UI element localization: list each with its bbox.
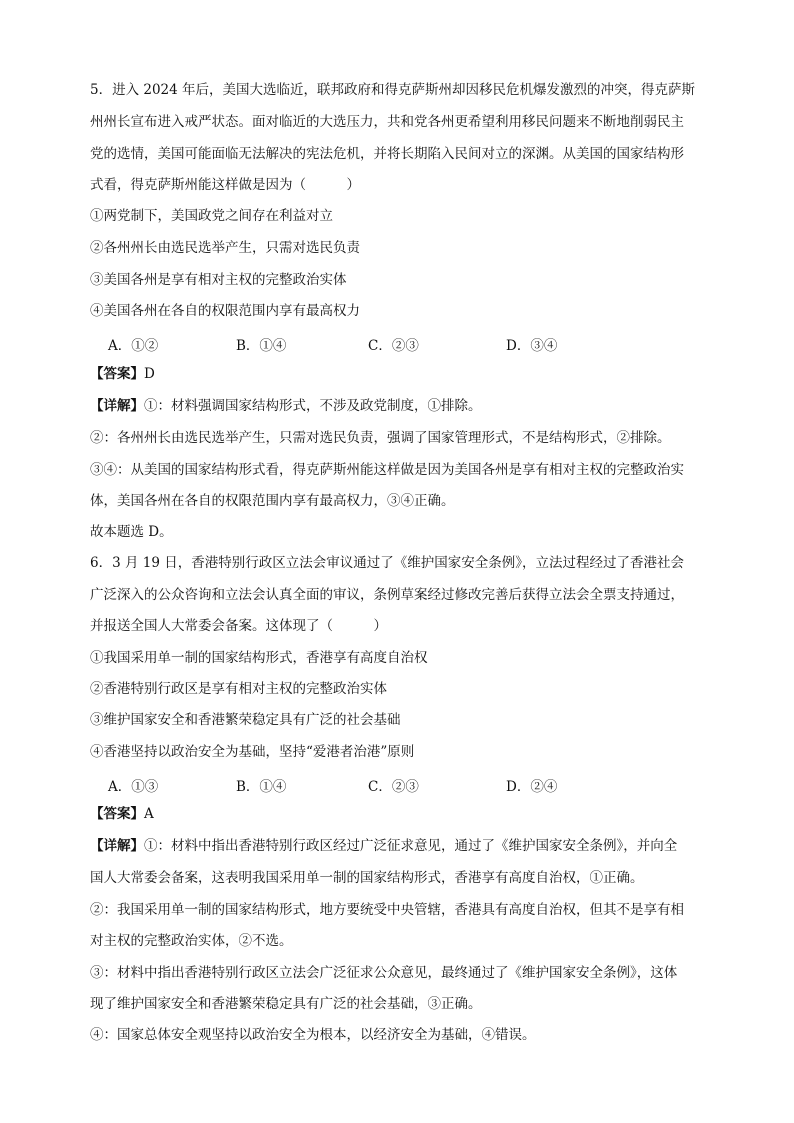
q5-answer-label: 【答案】 [90,366,144,382]
q6-option-a: A．①③ [108,779,159,795]
q5-detail-text: ①：材料强调国家结构形式，不涉及政党制度，①排除。 [144,398,482,414]
q5-option-b: B．①④ [236,338,287,354]
q6-option-c: C．②③ [368,779,419,795]
q5-item-2: ②各州州长由选民选举产生，只需对选民负责 [90,240,360,256]
q6-stem-line-2: 广泛深入的公众咨询和立法会认真全面的审议，条例草案经过修改完善后获得立法会全票支持通过， [90,587,684,603]
q6-item-1: ①我国采用单一制的国家结构形式，香港享有高度自治权 [90,650,428,666]
q6-detail-text: ①：材料中指出香港特别行政区经过广泛征求意见，通过了《维护国家安全条例》，并向全 [144,838,678,854]
q5-detail-line-2: ②：各州州长由选民选举产生，只需对选民负责，强调了国家管理形式，不是结构形式，②排除。 [90,430,671,446]
q6-option-d: D．②④ [506,779,558,795]
q5-option-a: A．①② [108,338,159,354]
q5-item-1: ①两党制下，美国政党之间存在利益对立 [90,208,333,224]
q6-answer-label: 【答案】 [90,806,144,822]
q6-stem-line-3: 并报送全国人大常委会备案。这体现了（ ） [90,618,387,634]
q6-detail-line-6: 现了维护国家安全和香港繁荣稳定具有广泛的社会基础，③正确。 [90,996,482,1012]
q5-detail-label: 【详解】 [90,398,144,414]
q6-detail-line-7: ④：国家总体安全观坚持以政治安全为根本，以经济安全为基础，④错误。 [90,1027,536,1043]
q5-stem-line-3: 党的选情，美国可能面临无法解决的宪法危机，并将长期陷入民间对立的深渊。从美国的国家结构形 [90,146,684,162]
q5-detail-line-4: 体，美国各州在各自的权限范围内享有最高权力，③④正确。 [90,493,455,509]
q6-detail-line-2: 国人大常委会备案，这表明我国采用单一制的国家结构形式，香港享有高度自治权，①正确。 [90,870,644,886]
q6-detail-line-4: 对主权的完整政治实体，②不选。 [90,933,293,949]
q5-answer-value: D [144,366,155,382]
q5-detail-line-1 [90,398,482,414]
q6-detail-label: 【详解】 [90,838,144,854]
q6-answer-value: A [144,806,154,822]
q5-stem-line-4: 式看，得克萨斯州能这样做是因为（ ） [90,177,360,193]
q5-detail-line-3: ③④：从美国的国家结构形式看，得克萨斯州能这样做是因为美国各州是享有相对主权的完整政治实 [90,462,684,478]
q6-option-b: B．①④ [236,779,287,795]
q5-stem-line-1: 5．进入 2024 年后，美国大选临近，联邦政府和得克萨斯州却因移民危机爆发激烈的冲突，得克萨斯 [90,82,696,98]
q5-item-3: ③美国各州是享有相对主权的完整政治实体 [90,272,347,288]
q5-option-c: C．②③ [368,338,419,354]
q6-detail-line-3: ②：我国采用单一制的国家结构形式，地方要统受中央管辖，香港具有高度自治权，但其不是享有相 [90,902,684,918]
q6-detail-line-5: ③：材料中指出香港特别行政区立法会广泛征求公众意见，最终通过了《维护国家安全条例》，这体 [90,965,678,981]
q5-stem-line-2: 州州长宣布进入戒严状态。面对临近的大选压力，共和党各州更希望利用移民问题来不断地削弱民主 [90,114,684,130]
q6-detail-line-1 [90,838,677,854]
q6-item-2: ②香港特别行政区是享有相对主权的完整政治实体 [90,681,387,697]
q5-detail-line-5: 故本题选 D。 [90,524,173,540]
q6-item-4: ④香港坚持以政治安全为基础，坚持“爱港者治港”原则 [90,744,415,760]
q6-stem-line-1: 6．3 月 19 日，香港特别行政区立法会审议通过了《维护国家安全条例》，立法过程经过了香港社会 [90,555,684,571]
q5-item-4: ④美国各州在各自的权限范围内享有最高权力 [90,303,360,319]
q5-answer [90,366,155,382]
q6-answer [90,806,154,822]
q5-option-d: D．③④ [506,338,558,354]
q6-item-3: ③维护国家安全和香港繁荣稳定具有广泛的社会基础 [90,712,401,728]
